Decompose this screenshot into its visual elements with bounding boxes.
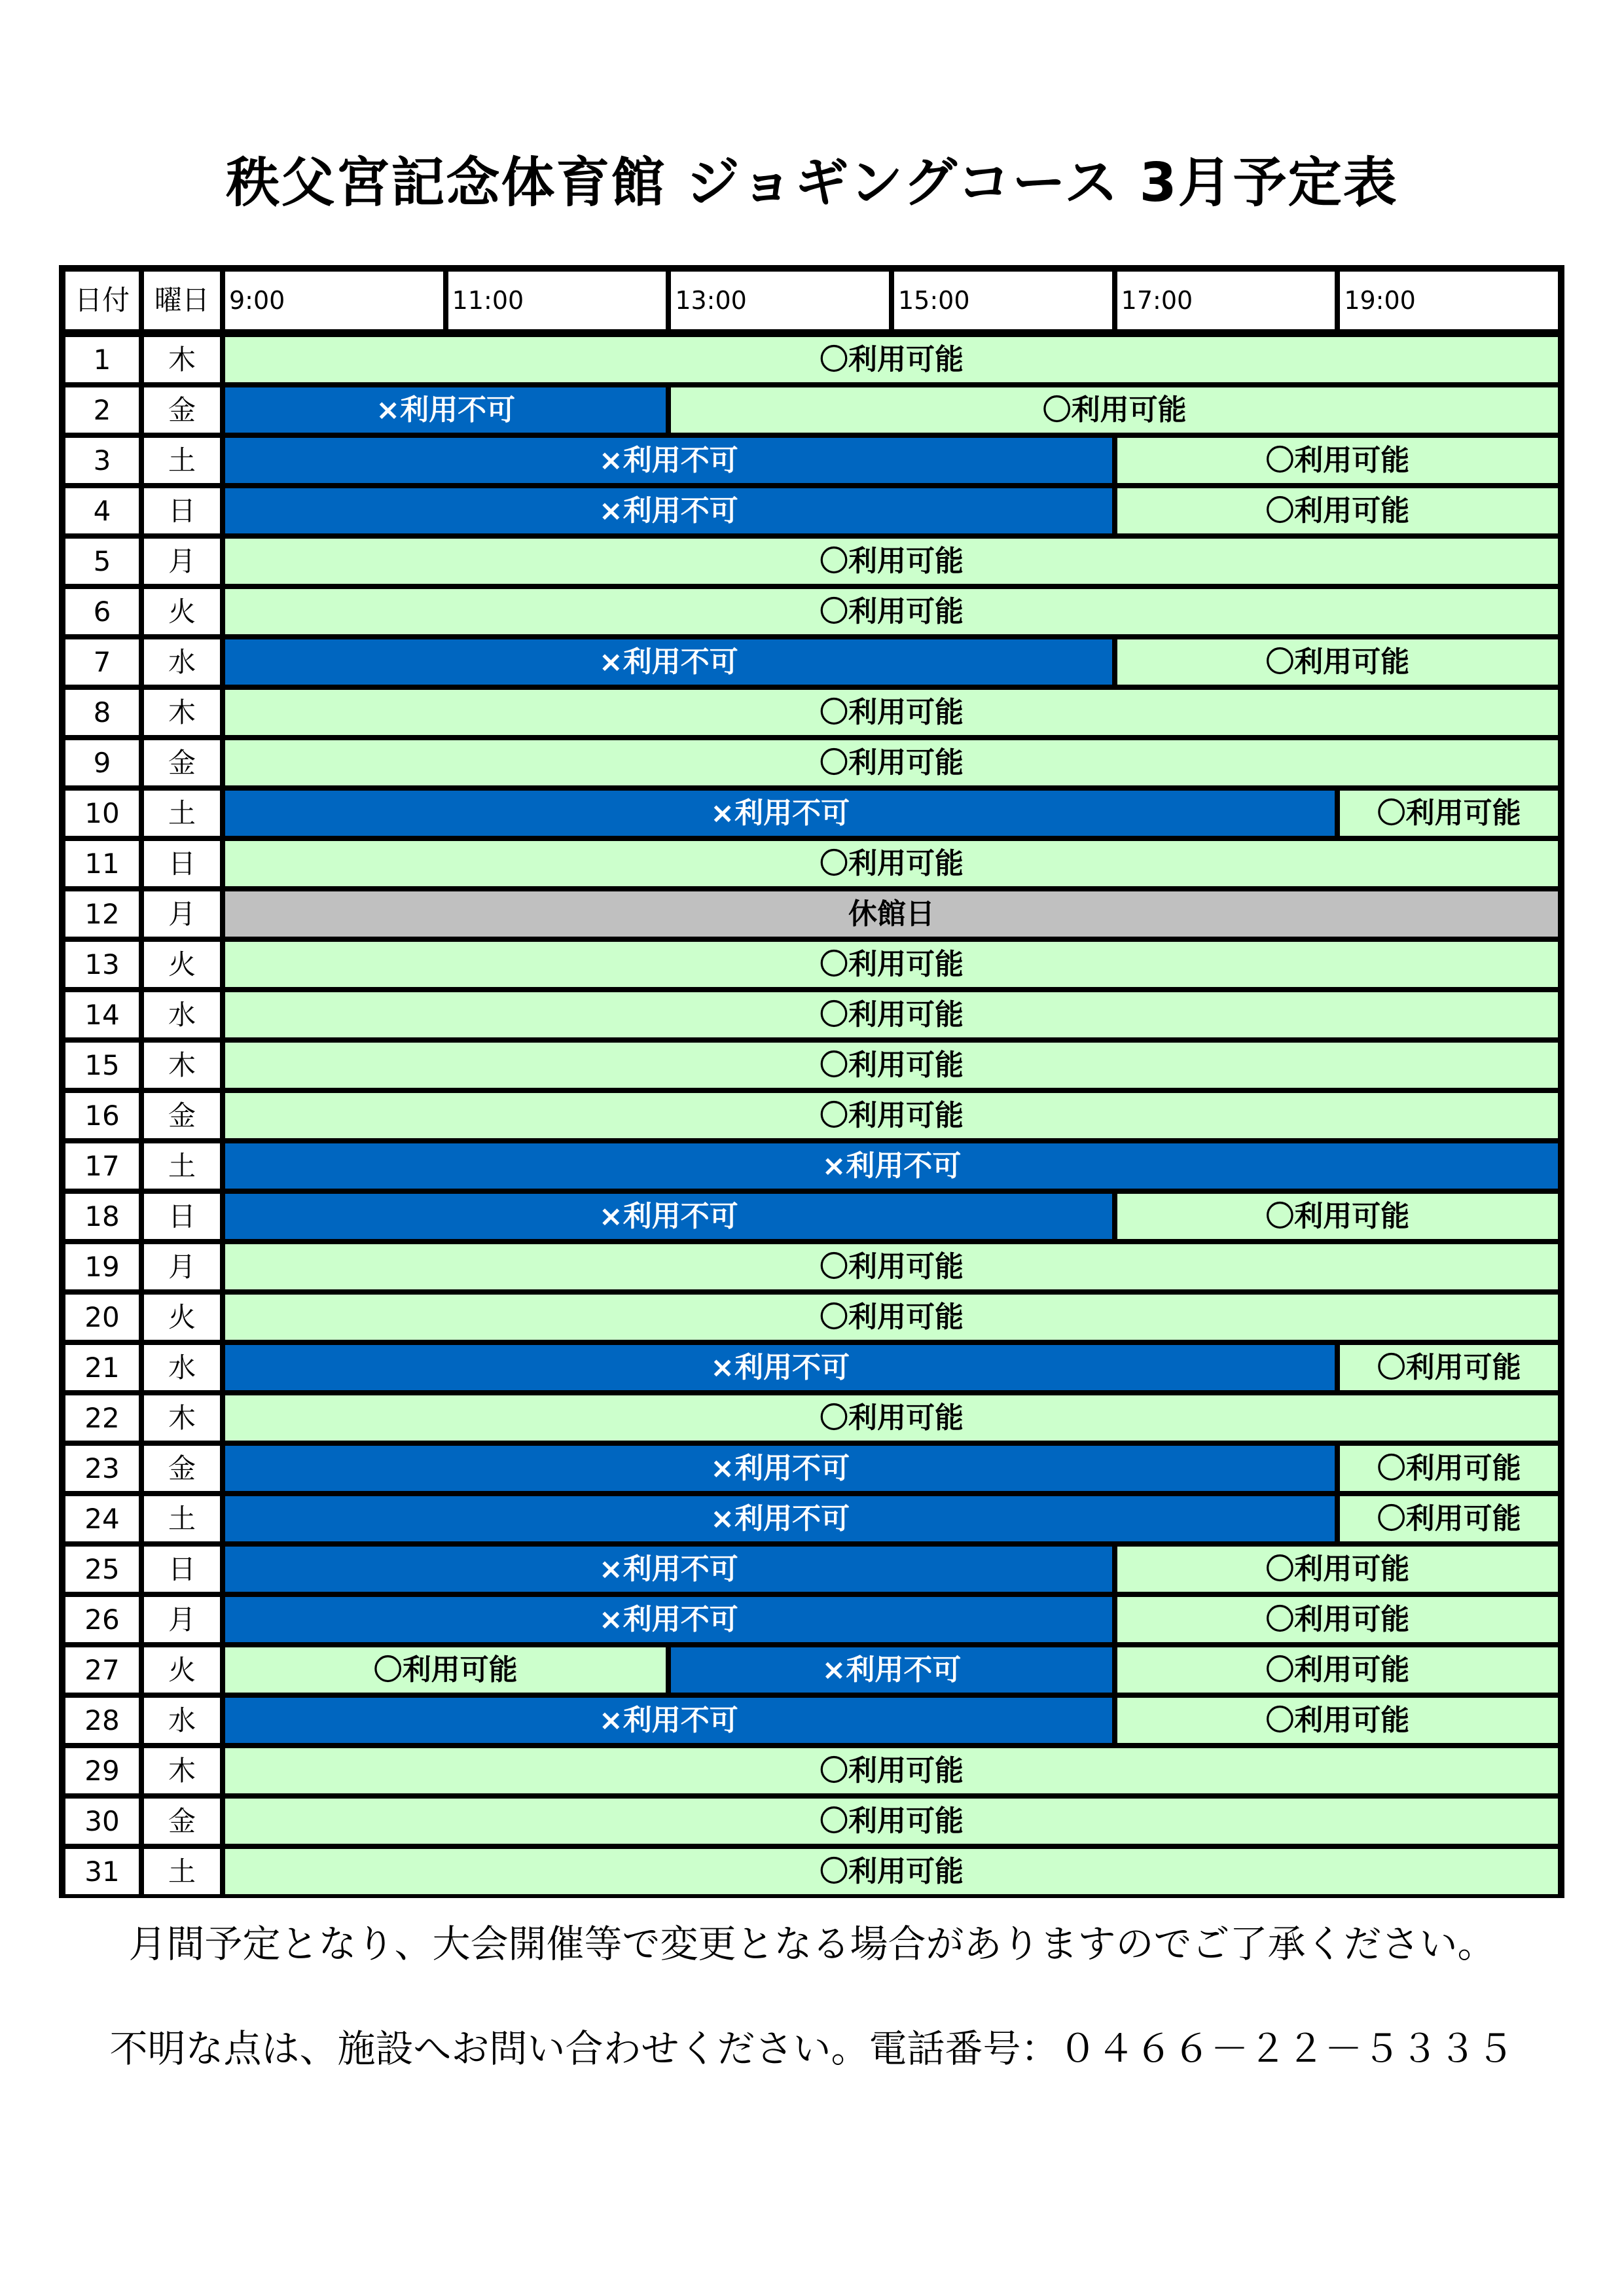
availability-unavailable: ×利用不可 [225,1345,1335,1390]
header-day-of-week: 曜日 [144,272,220,329]
header-time-1500: 15:00 [894,272,1112,329]
row-date: 21 [65,1345,139,1390]
row-day-of-week: 土 [144,791,220,836]
row-day-of-week: 日 [144,1194,220,1239]
row-date: 9 [65,740,139,785]
row-day-of-week: 金 [144,1446,220,1491]
header-time-1900: 19:00 [1340,272,1558,329]
row-date: 12 [65,891,139,937]
availability-available: 〇利用可能 [225,1295,1558,1340]
row-day-of-week: 土 [144,438,220,483]
row-date: 8 [65,690,139,735]
row-date: 18 [65,1194,139,1239]
availability-closed: 休館日 [225,891,1558,937]
availability-available: 〇利用可能 [225,942,1558,987]
row-day-of-week: 土 [144,1143,220,1189]
row-day-of-week: 水 [144,639,220,685]
availability-available: 〇利用可能 [225,690,1558,735]
availability-available: 〇利用可能 [225,1395,1558,1441]
availability-available: 〇利用可能 [1340,1496,1558,1541]
row-day-of-week: 日 [144,1547,220,1592]
row-date: 27 [65,1647,139,1693]
header-date: 日付 [65,272,139,329]
availability-available: 〇利用可能 [225,1093,1558,1138]
availability-available: 〇利用可能 [1117,639,1558,685]
availability-unavailable: ×利用不可 [225,791,1335,836]
row-date: 6 [65,589,139,634]
row-date: 26 [65,1597,139,1642]
row-day-of-week: 木 [144,337,220,382]
row-date: 22 [65,1395,139,1441]
row-day-of-week: 水 [144,1345,220,1390]
row-day-of-week: 金 [144,1799,220,1844]
row-day-of-week: 月 [144,891,220,937]
availability-available: 〇利用可能 [225,539,1558,584]
availability-available: 〇利用可能 [1340,791,1558,836]
row-day-of-week: 木 [144,1748,220,1793]
availability-unavailable: ×利用不可 [225,1597,1112,1642]
row-day-of-week: 火 [144,942,220,987]
row-day-of-week: 水 [144,1698,220,1743]
availability-unavailable: ×利用不可 [225,1446,1335,1491]
availability-unavailable: ×利用不可 [225,639,1112,685]
availability-unavailable: ×利用不可 [225,1698,1112,1743]
availability-available: 〇利用可能 [1117,1547,1558,1592]
row-date: 17 [65,1143,139,1189]
row-date: 23 [65,1446,139,1491]
row-date: 3 [65,438,139,483]
availability-available: 〇利用可能 [1117,438,1558,483]
row-date: 7 [65,639,139,685]
row-day-of-week: 火 [144,1647,220,1693]
row-date: 11 [65,841,139,886]
row-date: 13 [65,942,139,987]
row-date: 24 [65,1496,139,1541]
row-day-of-week: 金 [144,740,220,785]
row-date: 30 [65,1799,139,1844]
availability-unavailable: ×利用不可 [225,1143,1558,1189]
availability-unavailable: ×利用不可 [225,1194,1112,1239]
notice-schedule-change: 月間予定となり、大会開催等で変更となる場合がありますのでご了承ください。 [128,1922,1496,1966]
header-time-1700: 17:00 [1117,272,1335,329]
row-day-of-week: 日 [144,841,220,886]
availability-available: 〇利用可能 [225,992,1558,1037]
row-date: 14 [65,992,139,1037]
row-day-of-week: 木 [144,1043,220,1088]
availability-available: 〇利用可能 [1117,1194,1558,1239]
availability-available: 〇利用可能 [225,1244,1558,1289]
header-time-900: 9:00 [225,272,443,329]
availability-unavailable: ×利用不可 [225,488,1112,533]
availability-available: 〇利用可能 [1340,1446,1558,1491]
row-date: 29 [65,1748,139,1793]
row-day-of-week: 金 [144,387,220,433]
row-date: 28 [65,1698,139,1743]
row-date: 5 [65,539,139,584]
availability-available: 〇利用可能 [225,1043,1558,1088]
availability-available: 〇利用可能 [225,740,1558,785]
availability-available: 〇利用可能 [225,1799,1558,1844]
header-time-1300: 13:00 [671,272,889,329]
schedule-table [59,265,1564,1898]
availability-unavailable: ×利用不可 [671,1647,1111,1693]
row-date: 20 [65,1295,139,1340]
availability-unavailable: ×利用不可 [225,1547,1112,1592]
row-day-of-week: 日 [144,488,220,533]
availability-available: 〇利用可能 [1117,488,1558,533]
row-day-of-week: 火 [144,1295,220,1340]
row-date: 25 [65,1547,139,1592]
row-day-of-week: 木 [144,690,220,735]
availability-available: 〇利用可能 [225,1748,1558,1793]
header-time-1100: 11:00 [448,272,666,329]
availability-available: 〇利用可能 [1340,1345,1558,1390]
row-date: 15 [65,1043,139,1088]
row-day-of-week: 木 [144,1395,220,1441]
availability-available: 〇利用可能 [225,1647,666,1693]
row-date: 1 [65,337,139,382]
availability-unavailable: ×利用不可 [225,438,1112,483]
availability-available: 〇利用可能 [671,387,1558,433]
row-date: 10 [65,791,139,836]
availability-available: 〇利用可能 [225,589,1558,634]
availability-available: 〇利用可能 [1117,1698,1558,1743]
row-day-of-week: 金 [144,1093,220,1138]
row-date: 16 [65,1093,139,1138]
availability-available: 〇利用可能 [225,337,1558,382]
availability-available: 〇利用可能 [225,841,1558,886]
row-date: 31 [65,1849,139,1894]
row-day-of-week: 月 [144,1597,220,1642]
row-date: 4 [65,488,139,533]
availability-available: 〇利用可能 [1117,1647,1558,1693]
availability-available: 〇利用可能 [1117,1597,1558,1642]
availability-unavailable: ×利用不可 [225,1496,1335,1541]
row-day-of-week: 火 [144,589,220,634]
availability-available: 〇利用可能 [225,1849,1558,1894]
row-day-of-week: 土 [144,1849,220,1894]
row-day-of-week: 土 [144,1496,220,1541]
row-day-of-week: 水 [144,992,220,1037]
row-date: 2 [65,387,139,433]
availability-unavailable: ×利用不可 [225,387,666,433]
page-title: 秩父宮記念体育館 ジョギングコース 3月予定表 [226,152,1398,214]
row-day-of-week: 月 [144,1244,220,1289]
row-day-of-week: 月 [144,539,220,584]
row-date: 19 [65,1244,139,1289]
notice-contact-phone: 不明な点は、施設へお問い合わせください。電話番号：０４６６－２２－５３３５ [109,2026,1515,2071]
